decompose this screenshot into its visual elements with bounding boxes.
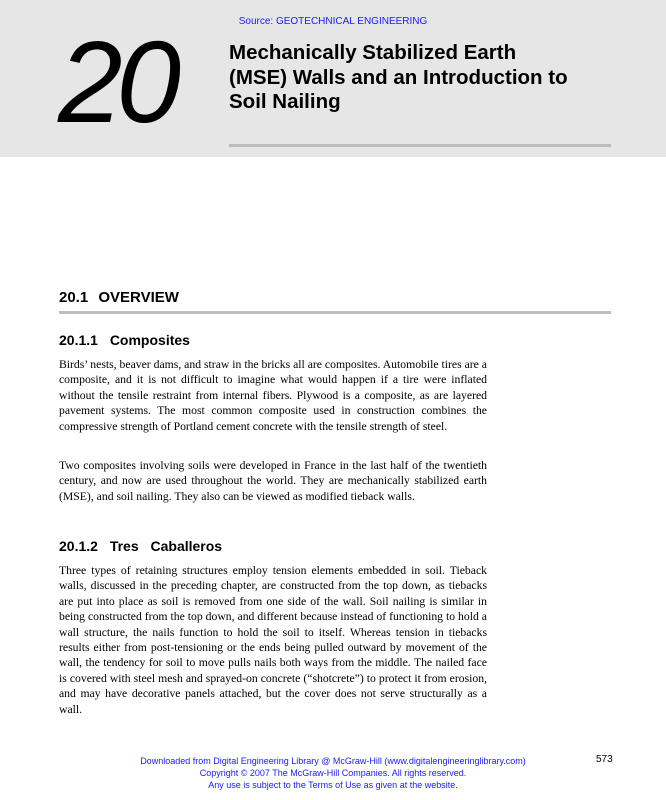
subsection-heading-tres-caballeros: 20.1.2 Tres Caballeros: [59, 538, 223, 554]
chapter-number: 20: [58, 17, 176, 147]
chapter-title: Mechanically Stabilized Earth (MSE) Walls and an Introduction to Soil Nailing: [229, 41, 568, 113]
section-heading-overview: 20.1 OVERVIEW: [59, 289, 179, 306]
subsection-heading-composites: 20.1.1 Composites: [59, 332, 190, 348]
section-divider: [59, 311, 611, 314]
header-divider: [229, 144, 611, 147]
footer-terms-link[interactable]: Any use is subject to the Terms of Use as given at the website.: [208, 780, 458, 790]
paragraph-composites-2: Two composites involving soils were developed in France in the last half of the twentieth century, and now are used throughout the world. They are mechanically stabilized earth (MSE), and soil nailing. They also can be viewed as modified tieback walls.: [59, 459, 487, 503]
paragraph-composites-1: Birds’ nests, beaver dams, and straw in the bricks all are composites. Automobile tires are a composite, and it is not difficult to imagine what would happen if a tire were inflated without the tensile restraint from internal fibers. Plywood is a composite, as are layered pavement systems. The most common composite used in construction combines the compressive strength of Portland cement concrete with the tensile strength of steel.: [59, 358, 487, 433]
footer-copyright-link[interactable]: Copyright © 2007 The McGraw-Hill Companies. All rights reserved.: [199, 768, 467, 778]
paragraph-tres-caballeros: Three types of retaining structures employ tension elements embedded in soil. Tieback walls, discussed in the preceding chapter, are constructed from the top down, as tiebacks are put into place as soil is removed from one side of the wall. Soil nailing is similar in being constructed from the top down, and different because instead of functioning to hold a wall structure, the nails function to hold the soil to itself. Whereas tension in tiebacks results either from post-tensioning or the ends being pulled outward by movement of the wall, the tendency for soil to move pulls nails both ways from the middle. The nailed face is covered with steel mesh and sprayed-on concrete (“shotcrete”) to protect it from erosion, and may have decorative panels attached, but the cover does not serve structurally as a wall.: [59, 564, 487, 716]
footer-download-link[interactable]: Downloaded from Digital Engineering Library @ McGraw-Hill (www.digitalengineeringlibrary.com): [140, 756, 526, 766]
page-number: 573: [596, 754, 613, 765]
source-link[interactable]: Source: GEOTECHNICAL ENGINEERING: [238, 16, 428, 27]
